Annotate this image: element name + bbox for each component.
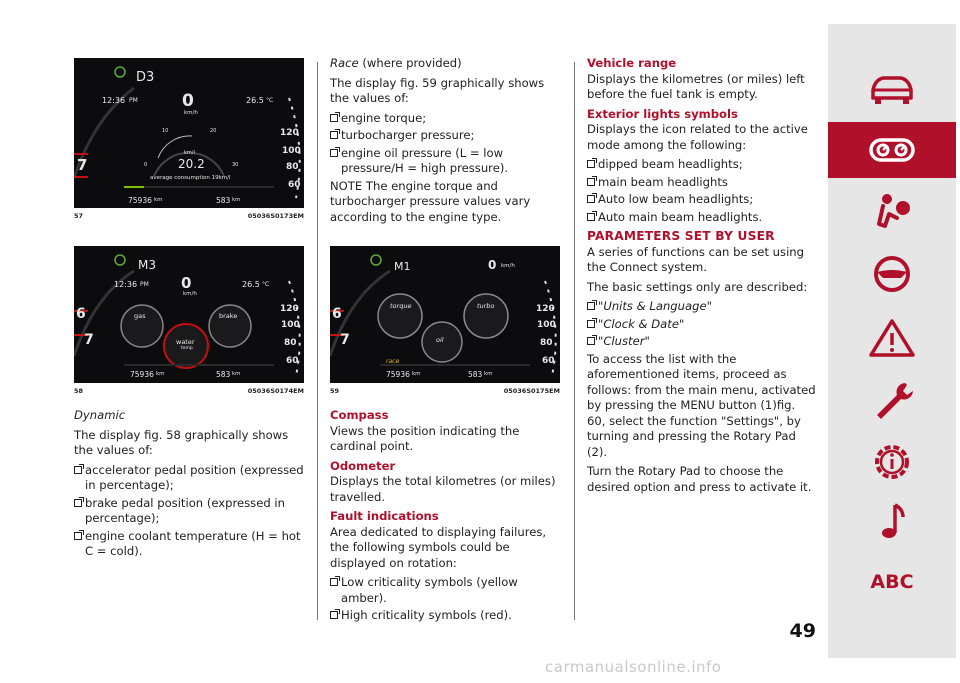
access-text: To access the list with the aforementioned items, proceed as follows: from the main menu, activated by pressing the MENU button (1)fig. 60, select the function "Settings", by turning and pressing the Rotary Pad (2). (587, 351, 816, 459)
range-unit: km (232, 197, 241, 203)
figure-code: 05036S0173EM (247, 212, 304, 220)
page-number: 49 (789, 620, 816, 642)
gauge-oil-label: oil (436, 336, 444, 344)
column-divider (574, 62, 575, 620)
race-suffix: (where provided) (358, 56, 462, 70)
checkbox-bullet-icon (587, 320, 595, 328)
checkbox-bullet-icon (587, 337, 595, 345)
warning-triangle-icon (865, 317, 919, 359)
vehicle-range-heading: Vehicle range (587, 56, 677, 70)
figure-number: 58 (74, 387, 84, 395)
exterior-lights-text: Displays the icon related to the active mode among the following: (587, 122, 808, 152)
tacho-label-80: 80 (286, 162, 299, 172)
compass-text: Views the position indicating the cardinal point. (330, 423, 520, 453)
mode-label: M3 (138, 258, 156, 272)
list-item: "Cluster" (587, 334, 817, 350)
parameters-text-2: The basic settings only are described: (587, 279, 808, 294)
list-item: Auto main beam headlights. (587, 210, 817, 226)
tacho-label-100: 100 (537, 320, 556, 330)
odometer-heading: Odometer (330, 458, 396, 473)
gear-info-icon (865, 440, 919, 484)
cluster-d3-graphic (74, 58, 304, 208)
list-item: turbocharger pressure; (330, 128, 562, 144)
figure-58-dashboard (74, 246, 304, 383)
checkbox-bullet-icon (330, 114, 338, 122)
outside-temp: 26.5 (242, 280, 260, 289)
fault-heading: Fault indications (330, 509, 439, 523)
tacho-label-7: 7 (340, 332, 350, 348)
car-icon (865, 72, 919, 108)
tab-dashboard[interactable] (828, 122, 956, 178)
watermark: carmanualsonline.info (545, 658, 722, 676)
vehicle-range-text: Displays the kilometres (or miles) left before the fuel tank is empty. (587, 71, 805, 101)
odometer-unit: km (156, 371, 165, 377)
dynamic-heading: Dynamic (74, 408, 126, 422)
cluster-m3-graphic (74, 246, 304, 383)
tacho-label-6: 6 (76, 306, 86, 322)
odometer: 75936 (130, 370, 154, 379)
tacho-label-100: 100 (282, 146, 301, 156)
gauge-tick-30: 30 (232, 162, 239, 168)
gauge-water-sublabel: temp (181, 346, 193, 351)
gauge-tick-10: 10 (162, 128, 169, 134)
range-unit: km (232, 371, 241, 377)
settings-section (587, 56, 817, 499)
dynamic-list (74, 463, 306, 560)
compass-heading: Compass (330, 408, 389, 422)
tab-safety[interactable] (828, 184, 956, 240)
list-item: Auto low beam headlights; (587, 192, 817, 208)
tacho-label-80: 80 (284, 338, 297, 348)
race-mode-label: race (386, 358, 400, 365)
outside-temp-unit: °C (266, 97, 274, 104)
fault-text: Area dedicated to displaying failures, the following symbols could be displayed on rotation: (330, 524, 547, 570)
range-value: 583 (216, 370, 231, 379)
gauge-water-label: water (176, 338, 195, 346)
tacho-label-100: 100 (281, 320, 300, 330)
dashboard-icon (865, 132, 919, 168)
music-note-icon (865, 501, 919, 543)
range-value: 583 (468, 370, 483, 379)
tacho-label-120: 120 (280, 128, 299, 138)
list-item: main beam headlights (587, 175, 817, 191)
odometer-text: Displays the total kilometres (or miles) travelled. (330, 474, 556, 504)
parameters-list (587, 299, 817, 350)
gauge-turbo-label: turbo (477, 302, 495, 310)
outside-temp-unit: °C (262, 281, 270, 288)
fault-list (330, 575, 564, 624)
dynamic-intro: The display fig. 58 graphically shows the values of: (74, 427, 289, 457)
gauge-tick-0: 0 (144, 162, 148, 168)
tacho-label-80: 80 (540, 338, 553, 348)
tab-car[interactable] (828, 62, 956, 118)
list-item: Low criticality symbols (yellow amber). (330, 575, 564, 606)
figure-59-caption (330, 387, 560, 395)
speed-value: 0 (488, 258, 497, 272)
airbag-icon (865, 192, 919, 232)
outside-temp: 26.5 (246, 96, 264, 105)
list-item: High criticality symbols (red). (330, 608, 564, 624)
list-item: engine torque; (330, 111, 562, 127)
tacho-label-120: 120 (536, 304, 555, 314)
range-unit: km (484, 371, 493, 377)
checkbox-bullet-icon (74, 532, 82, 540)
consumption-value: 20.2 (178, 157, 205, 171)
odometer: 75936 (386, 370, 410, 379)
lights-list (587, 157, 817, 225)
race-list (330, 111, 562, 177)
wrench-icon (865, 379, 919, 421)
tab-maintenance[interactable] (828, 372, 956, 428)
checkbox-bullet-icon (330, 149, 338, 157)
list-item: "Units & Language" (587, 299, 817, 315)
clock: 12:36 (102, 96, 126, 105)
tacho-label-60: 60 (286, 356, 299, 366)
exterior-lights-heading: Exterior lights symbols (587, 106, 738, 121)
checkbox-bullet-icon (587, 178, 595, 186)
list-item: "Clock & Date" (587, 317, 817, 333)
clock: 12:36 (114, 280, 138, 289)
turn-text: Turn the Rotary Pad to choose the desired option and press to activate it. (587, 464, 812, 494)
clock-suffix: PM (129, 97, 138, 104)
gauge-tick-20: 20 (210, 128, 217, 134)
figure-57-dashboard (74, 58, 304, 208)
list-item: accelerator pedal position (expressed in percentage); (74, 463, 306, 494)
figure-59-dashboard (330, 246, 560, 383)
list-item: brake pedal position (expressed in percentage); (74, 496, 306, 527)
figure-57-caption (74, 212, 304, 220)
tab-multimedia[interactable] (828, 494, 956, 550)
checkbox-bullet-icon (330, 131, 338, 139)
speed-value: 0 (182, 91, 194, 111)
checkbox-bullet-icon (587, 195, 595, 203)
race-intro: The display fig. 59 graphically shows the values of: (330, 75, 545, 105)
figure-code: 05036S0174EM (247, 387, 304, 395)
mode-label: M1 (394, 260, 411, 273)
odometer-unit: km (154, 197, 163, 203)
figure-number: 57 (74, 212, 84, 220)
checkbox-bullet-icon (587, 302, 595, 310)
figure-number: 59 (330, 387, 340, 395)
steering-wheel-icon (865, 254, 919, 294)
cluster-m1-graphic (330, 246, 560, 383)
gauge-brake-label: brake (219, 312, 238, 320)
list-item: engine coolant temperature (H = hot C = cold). (74, 529, 306, 560)
consumption-unit: km/l (184, 150, 195, 156)
tacho-label-7: 7 (84, 332, 94, 348)
checkbox-bullet-icon (330, 611, 338, 619)
tacho-label-60: 60 (542, 356, 555, 366)
speed-unit: km/h (501, 263, 515, 269)
chapter-tab-bar (828, 24, 956, 658)
tab-driving[interactable] (828, 246, 956, 302)
average-consumption: average consumption 19km/l (150, 175, 231, 181)
gauge-gas-label: gas (134, 312, 146, 320)
clock-suffix: PM (140, 281, 149, 288)
tab-emergency[interactable] (828, 310, 956, 366)
figure-58-caption (74, 387, 304, 395)
gauge-torque-label: torque (390, 302, 412, 310)
speed-unit: km/h (183, 291, 197, 297)
figure-code: 05036S0175EM (503, 387, 560, 395)
race-note: NOTE The engine torque and turbocharger pressure values vary according to the engine type. (330, 178, 531, 224)
tacho-label-7: 7 (77, 156, 88, 174)
checkbox-bullet-icon (330, 578, 338, 586)
tacho-label-120: 120 (280, 304, 299, 314)
odometer-unit: km (412, 371, 421, 377)
race-heading: Race (330, 56, 359, 70)
speed-value: 0 (181, 274, 192, 292)
race-section (330, 56, 562, 229)
column-divider (317, 62, 318, 620)
race-title (330, 56, 562, 72)
checkbox-bullet-icon (587, 213, 595, 221)
tab-index[interactable] (828, 554, 956, 610)
checkbox-bullet-icon (74, 466, 82, 474)
list-item: dipped beam headlights; (587, 157, 817, 173)
mode-label: D3 (136, 70, 155, 85)
speed-unit: km/h (184, 110, 198, 116)
checkbox-bullet-icon (74, 499, 82, 507)
range-value: 583 (216, 196, 231, 205)
info-section (330, 408, 564, 626)
odometer: 75936 (128, 196, 152, 205)
parameters-text: A series of functions can be set using the Connect system. (587, 244, 804, 274)
tacho-label-6: 6 (332, 306, 342, 322)
tacho-label-60: 60 (288, 180, 301, 190)
tab-technical[interactable] (828, 434, 956, 490)
parameters-heading: PARAMETERS SET BY USER (587, 229, 775, 243)
dynamic-section (74, 408, 306, 562)
abc-index-label: ABC (870, 571, 914, 593)
list-item: engine oil pressure (L = low pressure/H = high pressure). (330, 146, 562, 177)
checkbox-bullet-icon (587, 160, 595, 168)
